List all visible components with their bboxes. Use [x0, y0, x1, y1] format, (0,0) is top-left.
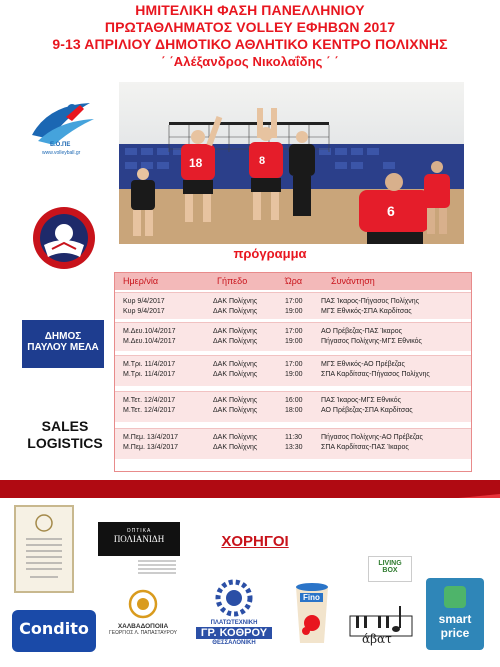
row-venue: ΔΑΚ Πολίχνης [213, 397, 258, 404]
platostexniki-line-2: ΓΡ. ΚΟΘΡΟΥ [196, 627, 272, 639]
row-match: ΑΟ Πρέβεζας-ΠΑΣ Ίκαρος [321, 328, 402, 335]
programma-title: πρόγραμμα [233, 246, 307, 261]
header-venue: Γήπεδο [217, 276, 248, 286]
eopel-label: Ε.Ο.ΠΕ [50, 142, 71, 148]
volleyball-federation-logo [28, 95, 100, 157]
row-date: Μ.Τρι. 11/4/2017 [123, 361, 176, 368]
fino-text: Fino [300, 593, 323, 602]
row-match: Πήγασος Πολίχνης-ΜΓΣ Εθνικός [321, 338, 422, 345]
row-match: ΣΠΑ Καρδίτσας-ΠΑΣ Ίκαρος [321, 444, 409, 451]
row-venue: ΔΑΚ Πολίχνης [213, 444, 258, 451]
volleyball-match-illustration [119, 82, 464, 244]
row-venue: ΔΑΚ Πολίχνης [213, 308, 258, 315]
row-time: 16:00 [285, 397, 303, 404]
jersey-number-6: 6 [387, 203, 395, 219]
row-match: ΠΑΣ Ίκαρος-ΜΓΣ Εθνικός [321, 397, 401, 404]
row-venue: ΔΑΚ Πολίχνης [213, 338, 258, 345]
row-match: ΜΓΣ Εθνικός-ΣΠΑ Καρδίτσας [321, 308, 412, 315]
header-line-1: ΗΜΙΤΕΛΙΚΗ ΦΑΣΗ ΠΑΝΕΛΛΗΝΙΟΥ [135, 2, 365, 18]
row-time: 18:00 [285, 407, 303, 414]
sales-logistics-logo [10, 418, 120, 452]
schedule-day-group [115, 355, 471, 386]
living-line-1: LIVING [378, 560, 402, 567]
row-time: 13:30 [285, 444, 303, 451]
row-date: Κυρ 9/4/2017 [123, 308, 165, 315]
row-match: ΠΑΣ Ίκαρος-Πήγασος Πολίχνης [321, 298, 420, 305]
header-date: Ημερ/νία [123, 276, 159, 286]
sponsor-avat-logo [348, 602, 414, 650]
platostexniki-line-3: ΘΕΣΣΑΛΟΝΙΚΗ [212, 640, 256, 646]
crest-icon [28, 205, 100, 271]
row-date: Μ.Τετ. 12/4/2017 [123, 407, 176, 414]
row-time: 11:30 [285, 434, 302, 441]
schedule-day-group [115, 322, 471, 351]
jersey-number-18: 18 [189, 156, 203, 170]
row-venue: ΔΑΚ Πολίχνης [213, 361, 258, 368]
living-line-2: BOX [382, 567, 398, 574]
sponsor-platostexniki-logo [190, 578, 278, 654]
xalvadopoiia-line-1: ΧΑΛΒΑΔΟΠΟΙΙΑ [117, 623, 169, 630]
condito-text: Condito [19, 619, 89, 638]
municipality-line-1: ΔΗΜΟΣ [44, 331, 82, 342]
schedule-table [114, 272, 472, 472]
row-time: 19:00 [285, 338, 303, 345]
eopel-url: www.volleyball.gr [42, 150, 81, 156]
row-date: Μ.Τρι. 11/4/2017 [123, 371, 176, 378]
address-lines-icon [98, 558, 180, 576]
row-date: Μ.Πεμ. 13/4/2017 [123, 444, 179, 451]
sponsor-condito-logo [12, 610, 96, 652]
xalvadopoiia-line-2: ΓΕΩΡΓΙΟΣ Λ. ΠΑΠΑΣΤΑΥΡΟΥ [109, 630, 177, 636]
row-venue: ΔΑΚ Πολίχνης [213, 434, 258, 441]
yogurt-cup-icon [290, 577, 334, 651]
smart-price-line-2: price [440, 626, 470, 640]
schedule-table-header [115, 273, 471, 290]
sponsor-living-box-logo [368, 556, 412, 582]
header-line-4: ΄ ΄Αλέξανδρος Νικολαΐδης ΄ ΄ [161, 54, 339, 69]
row-match: Πήγασος Πολίχνης-ΑΟ Πρέβεζας [321, 434, 423, 441]
halva-wreath-icon [100, 587, 186, 621]
gear-icon [190, 578, 278, 618]
schedule-day-group [115, 292, 471, 319]
sponsor-fino-logo [290, 577, 334, 651]
row-time: 17:00 [285, 361, 303, 368]
row-venue: ΔΑΚ Πολίχνης [213, 298, 258, 305]
header-time: Ώρα [285, 276, 303, 286]
optika-address [98, 558, 180, 576]
platostexniki-line-1: ΠΛΑΤΩΤΕΧΝΙΚΗ [210, 620, 258, 626]
header-line-2: ΠΡΩΤΑΘΛΗΜΑΤΟΣ VOLLEY ΕΦΗΒΩΝ 2017 [104, 19, 396, 35]
sponsor-optika-logo [98, 522, 180, 556]
row-date: Μ.Τετ. 12/4/2017 [123, 397, 176, 404]
row-date: Μ.Πεμ. 13/4/2017 [123, 434, 179, 441]
volleyball-action-photo [119, 82, 464, 244]
sponsor-smart-price-logo [426, 578, 484, 650]
row-match: ΣΠΑ Καρδίτσας-Πήγασος Πολίχνης [321, 371, 430, 378]
municipality-logo [22, 320, 104, 368]
club-crest-logo [28, 205, 100, 271]
row-time: 19:00 [285, 371, 303, 378]
row-match: ΑΟ Πρέβεζας-ΣΠΑ Καρδίτσας [321, 407, 413, 414]
schedule-day-group [115, 391, 471, 422]
header-line-3: 9-13 ΑΠΡΙΛΙΟΥ ΔΗΜΟΤΙΚΟ ΑΘΛΗΤΙΚΟ ΚΕΝΤΡΟ ΠΟΛΙΧΝΗΣ [52, 36, 448, 52]
smart-price-icon [444, 586, 466, 608]
avat-text: άβατ [362, 632, 392, 646]
poster-header [0, 2, 500, 70]
sales-line-1: SALES [41, 418, 89, 434]
municipality-line-2: ΠΑΥΛΟΥ ΜΕΛΑ [27, 342, 99, 353]
header-match: Συνάντηση [331, 276, 375, 286]
sponsor-xalvadopoiia-logo [100, 587, 186, 649]
sponsor-certificate-logo [14, 505, 74, 593]
row-venue: ΔΑΚ Πολίχνης [213, 371, 258, 378]
row-match: ΜΓΣ Εθνικός-ΑΟ Πρέβεζας [321, 361, 405, 368]
row-time: 17:00 [285, 328, 303, 335]
sales-line-2: LOGISTICS [27, 435, 103, 451]
row-venue: ΔΑΚ Πολίχνης [213, 407, 258, 414]
optika-line-1: ΟΠΤΙΚΑ [126, 528, 152, 534]
sponsors-title: ΧΟΡΗΓΟΙ [221, 533, 289, 550]
optika-line-2: ΠΟΛΙΑΝΙΔΗ [113, 534, 165, 544]
certificate-icon [16, 507, 72, 591]
row-date: Μ.Δευ.10/4/2017 [123, 328, 176, 335]
schedule-day-group [115, 428, 471, 459]
row-date: Μ.Δευ.10/4/2017 [123, 338, 176, 345]
row-date: Κυρ 9/4/2017 [123, 298, 165, 305]
jersey-number-8: 8 [259, 155, 266, 167]
row-time: 19:00 [285, 308, 303, 315]
row-time: 17:00 [285, 298, 303, 305]
smart-price-line-1: smart [438, 612, 472, 626]
row-venue: ΔΑΚ Πολίχνης [213, 328, 258, 335]
